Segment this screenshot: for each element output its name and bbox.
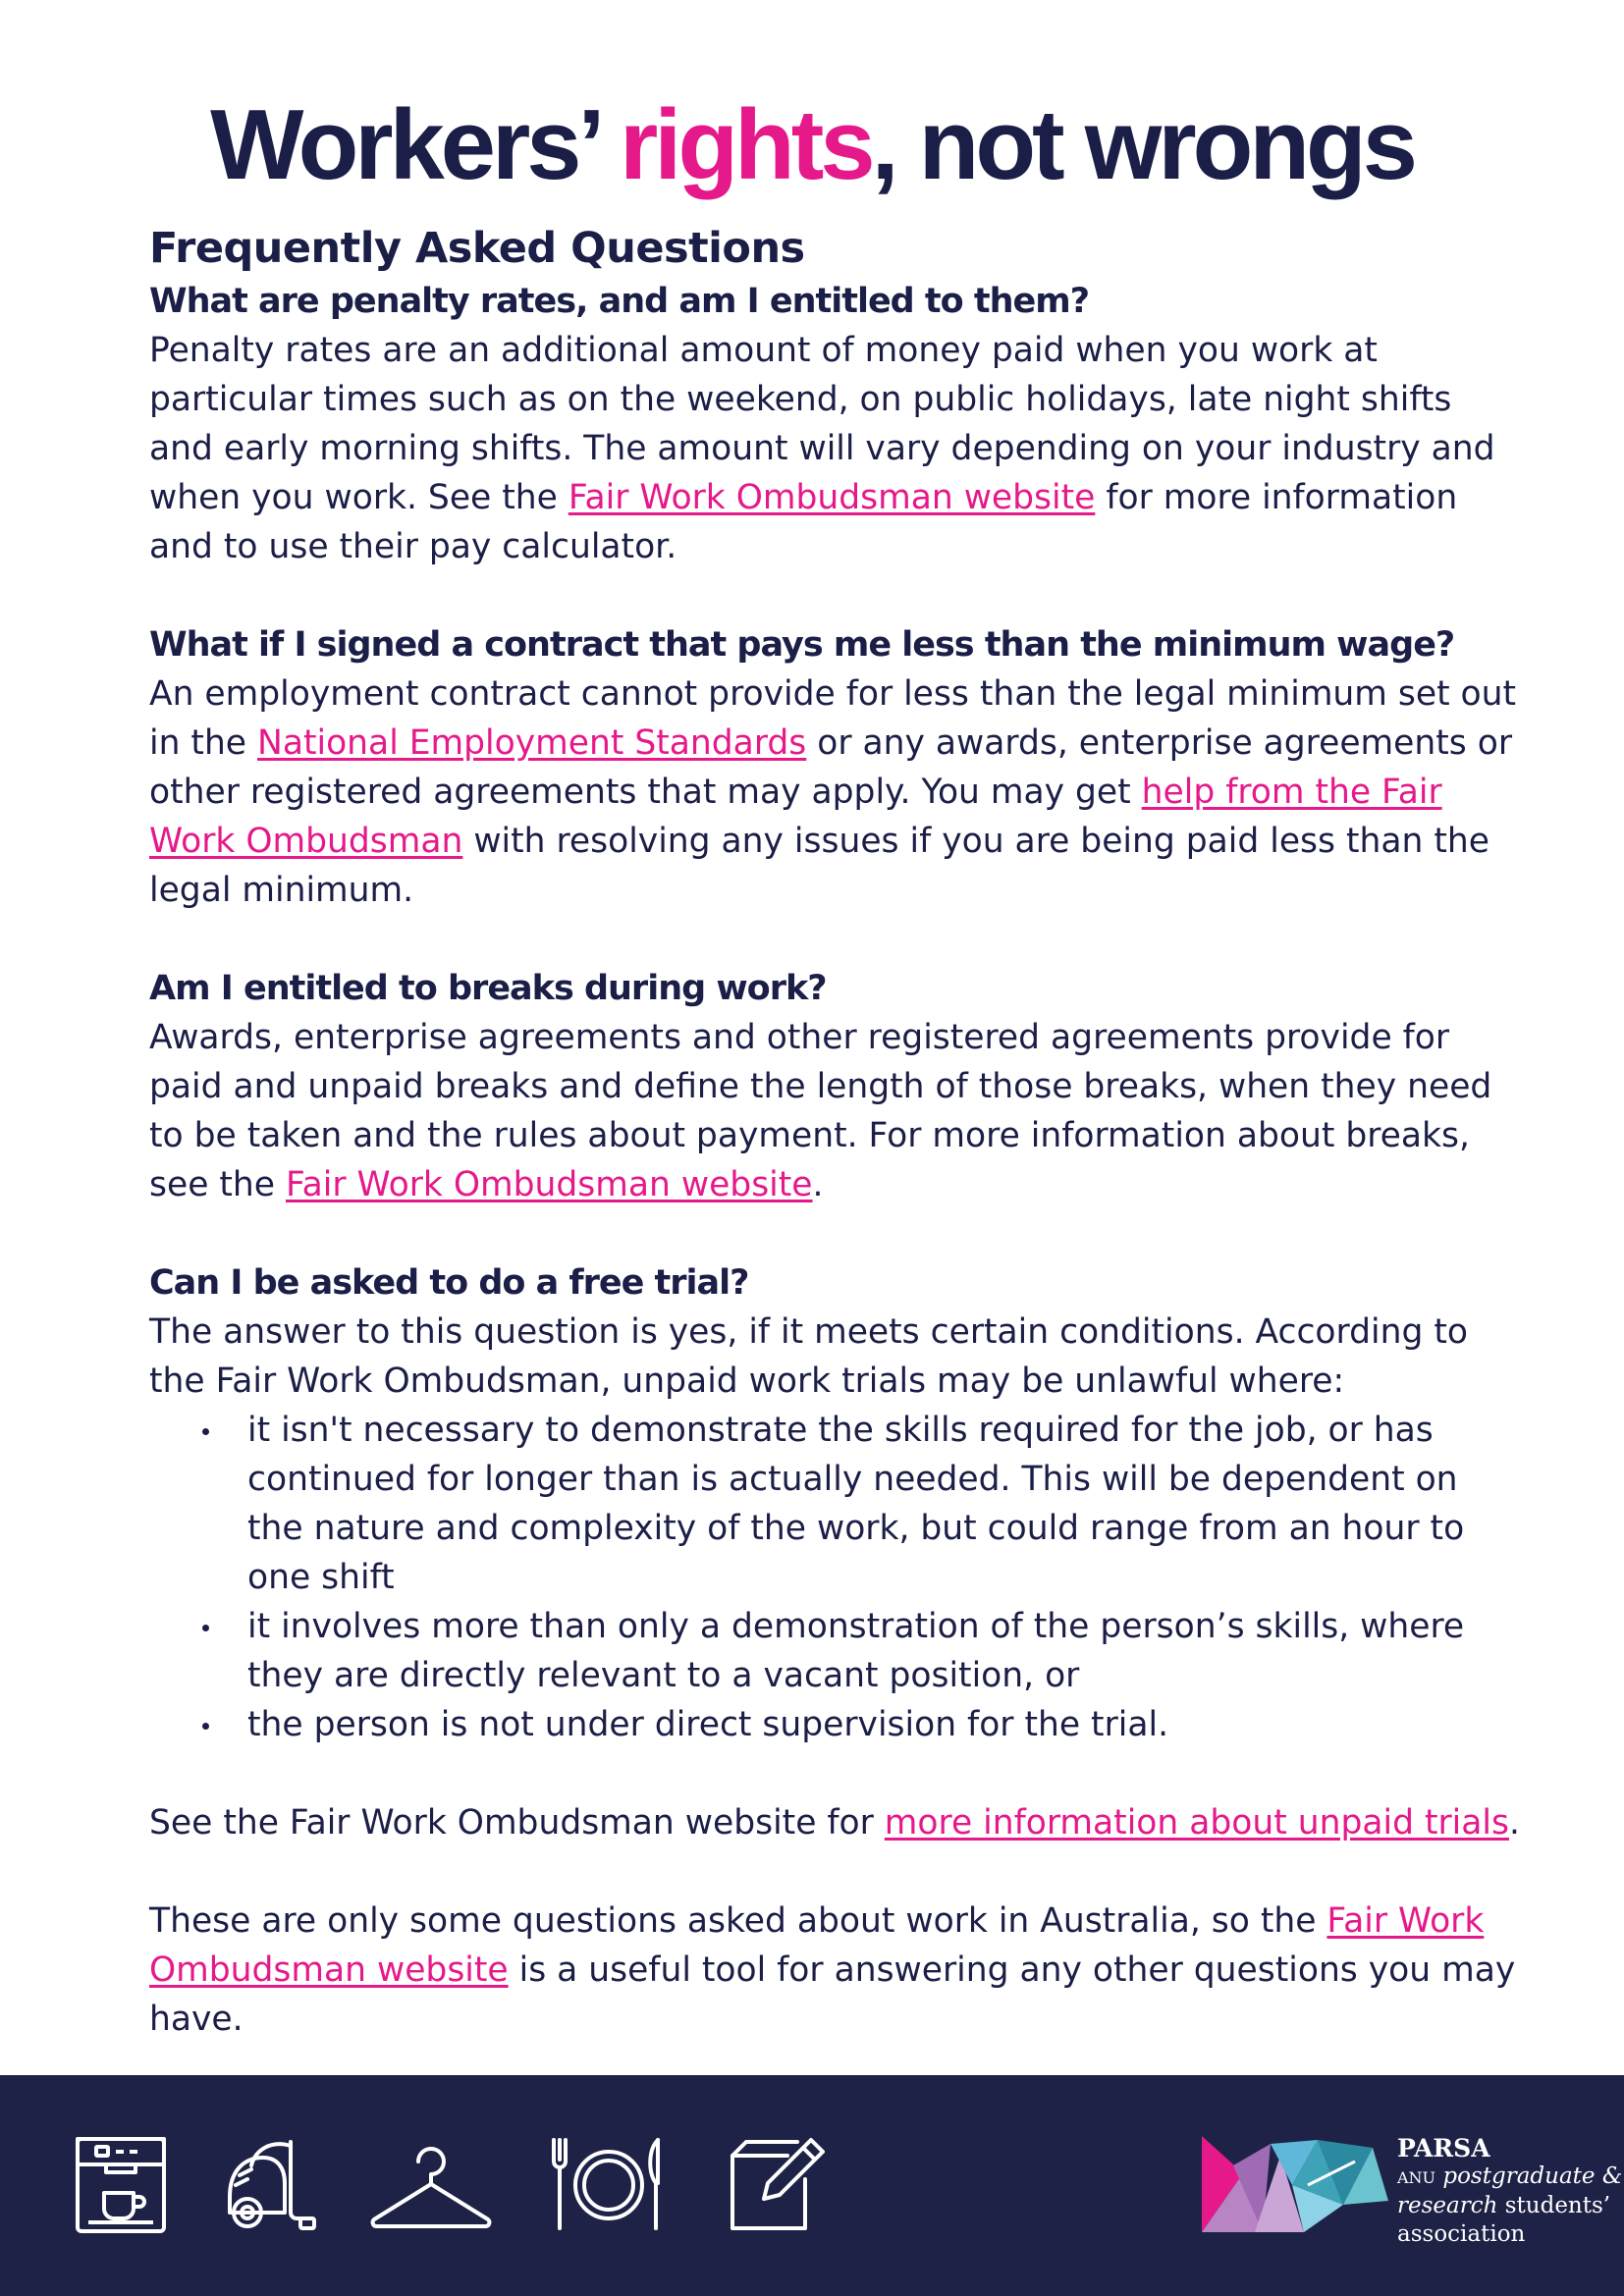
question-free-trial: Can I be asked to do a free trial? xyxy=(149,1263,749,1303)
help-fair-work-ombudsman-link[interactable]: help from the Fair Work Ombudsman xyxy=(149,773,1442,861)
parsa-logo-text: PARSA ANU postgraduate & research students’ association xyxy=(1397,2134,1623,2247)
logo-name: PARSA xyxy=(1397,2134,1490,2163)
page-title: Workers’ rights, not wrongs xyxy=(210,90,1414,200)
answer-free-trial-intro: The answer to this question is yes, if it meets certain conditions. According to the Fair Work Ombudsman, unpaid work trials may be unlawful where: xyxy=(149,1312,1468,1401)
list-item: the person is not under direct supervision for the trial. xyxy=(247,1700,1524,1749)
question-penalty-rates: What are penalty rates, and am I entitled to them? xyxy=(149,282,1090,321)
answer-minimum-wage: An employment contract cannot provide for less than the legal minimum set out in the National Employment Standards or any awards, enterprise agreements or other registered agreements that may apply. You may get help from the Fair Work Ombudsman with resolving any issues if you are being paid less than the legal minimum. xyxy=(149,674,1517,910)
list-item: it isn't necessary to demonstrate the skills required for the job, or has continued for longer than is actually needed. This will be dependent on the nature and complexity of the work, but could range from an hour to one shift xyxy=(247,1406,1524,1602)
unpaid-trials-link[interactable]: more information about unpaid trials xyxy=(884,1803,1509,1842)
document-edit-icon xyxy=(727,2136,825,2234)
list-item: it involves more than only a demonstration of the person’s skills, where they are directly relevant to a vacant position, or xyxy=(247,1602,1524,1700)
coffee-machine-icon xyxy=(75,2136,167,2234)
plate-cutlery-icon xyxy=(548,2136,670,2234)
question-breaks: Am I entitled to breaks during work? xyxy=(149,969,827,1008)
see-more-paragraph: See the Fair Work Ombudsman website for more information about unpaid trials. xyxy=(149,1803,1520,1842)
coat-hanger-icon xyxy=(367,2136,495,2234)
fair-work-ombudsman-breaks-link[interactable]: Fair Work Ombudsman website xyxy=(285,1165,813,1204)
closing-paragraph: These are only some questions asked about work in Australia, so the Fair Work Ombudsman website is a useful tool for answering any other questions you may have. xyxy=(149,1901,1516,2039)
faq-heading: Frequently Asked Questions xyxy=(149,224,805,273)
free-trial-conditions-list xyxy=(149,1406,1524,1749)
vacuum-cleaner-icon xyxy=(222,2136,318,2234)
answer-penalty-rates: Penalty rates are an additional amount of money paid when you work at particular times such as on the weekend, on public holidays, late night shifts and early morning shifts. The amount will vary depending on your industry and when you work. See the Fair Work Ombudsman website for more information and to use their pay calculator. xyxy=(149,331,1495,566)
national-employment-standards-link[interactable]: National Employment Standards xyxy=(257,723,807,763)
answer-breaks: Awards, enterprise agreements and other registered agreements provide for paid and unpaid breaks and define the length of those breaks, when they need to be taken and the rules about payment. For more information about breaks, see the Fair Work Ombudsman website. xyxy=(149,1018,1492,1204)
fair-work-ombudsman-website-link[interactable]: Fair Work Ombudsman website xyxy=(149,1901,1485,1990)
question-minimum-wage: What if I signed a contract that pays me less than the minimum wage? xyxy=(149,625,1455,665)
title-accent: rights xyxy=(619,90,872,200)
fair-work-ombudsman-link[interactable]: Fair Work Ombudsman website xyxy=(568,478,1096,517)
faq-content xyxy=(149,220,1524,2044)
